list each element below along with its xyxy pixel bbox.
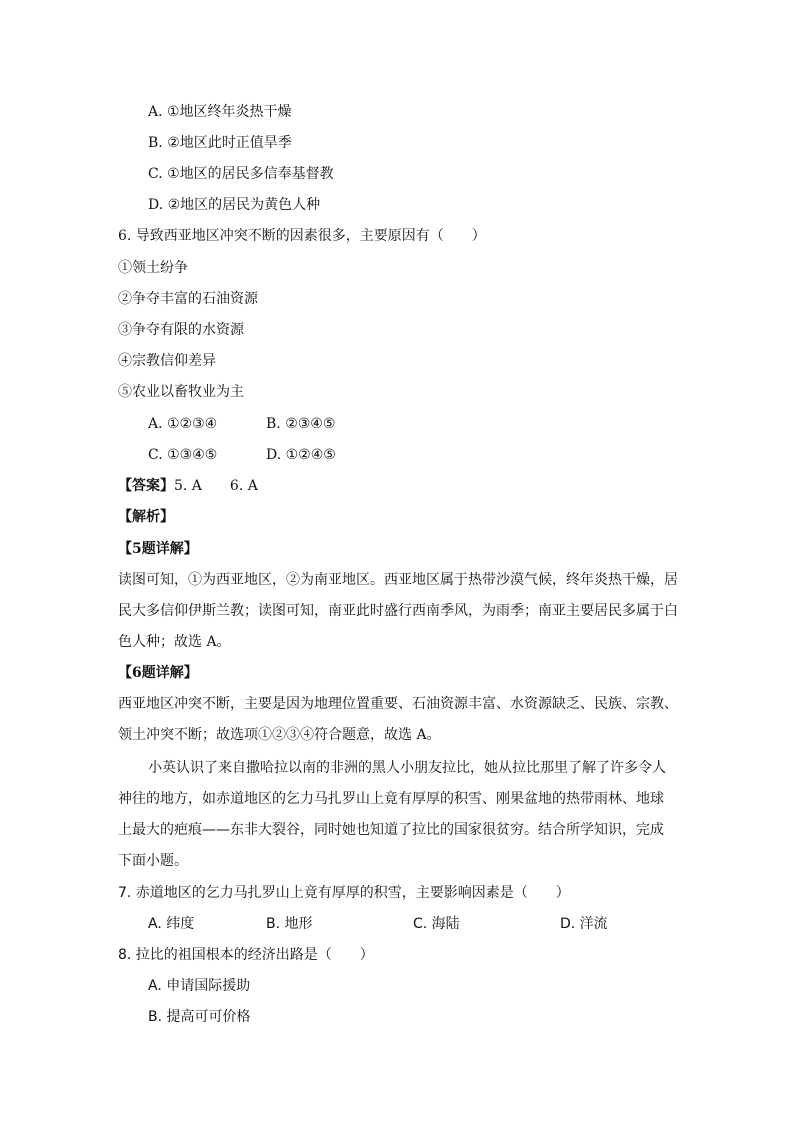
q6-detail-label: 【6题详解】 (118, 665, 198, 681)
passage-line-1: 小英认识了来自撒哈拉以南的非洲的黑人小朋友拉比，她从拉比那里了解了许多令人 (148, 760, 666, 776)
q5-option-c: C. ①地区的居民多信奉基督教 (148, 166, 334, 182)
passage-line-3: 上最大的疤痕——东非大裂谷，同时她也知道了拉比的国家很贫穷。结合所学知识，完成 (118, 822, 664, 838)
q7-option-b: B. 地形 (266, 916, 313, 932)
q7-option-d: D. 洋流 (560, 916, 608, 932)
answer-row (118, 477, 258, 495)
q6-stem: 6. 导致西亚地区冲突不断的因素很多，主要原因有（ ） (118, 228, 486, 244)
q6-option-d: D. ①②④⑤ (266, 447, 336, 463)
q7-option-c: C. 海陆 (413, 916, 460, 932)
q6-item-5: ⑤农业以畜牧业为主 (118, 384, 244, 400)
passage-line-2: 神往的地方，如赤道地区的乞力马扎罗山上竟有厚厚的积雪、刚果盆地的热带雨林、地球 (118, 791, 664, 807)
q6-item-3: ③争夺有限的水资源 (118, 322, 244, 338)
q8-option-a: A. 申请国际援助 (148, 978, 251, 994)
q6-detail-line-1: 西亚地区冲突不断，主要是因为地理位置重要、石油资源丰富、水资源缺乏、民族、宗教、 (118, 696, 678, 712)
q6-detail-line-2: 领土冲突不断；故选项①②③④符合题意，故选 A。 (118, 727, 441, 743)
q5-detail-label: 【5题详解】 (118, 541, 198, 557)
q8-option-b: B. 提高可可价格 (148, 1009, 251, 1025)
q5-option-b: B. ②地区此时正值旱季 (148, 135, 292, 151)
q5-option-d: D. ②地区的居民为黄色人种 (148, 197, 321, 213)
q7-stem: 7. 赤道地区的乞力马扎罗山上竟有厚厚的积雪，主要影响因素是（ ） (118, 885, 570, 901)
q6-option-b: B. ②③④⑤ (266, 416, 336, 432)
answer-text: 5. A 6. A (174, 478, 258, 494)
q7-option-a: A. 纬度 (148, 916, 195, 932)
q5-detail-line-2: 民大多信仰伊斯兰教；读图可知，南亚此时盛行西南季风，为雨季；南亚主要居民多属于白 (118, 603, 678, 619)
answer-label: 【答案】 (118, 478, 174, 494)
passage-line-4: 下面小题。 (118, 853, 188, 869)
q6-option-a: A. ①②③④ (148, 416, 218, 432)
analysis-label: 【解析】 (118, 509, 174, 525)
q5-detail-line-1: 读图可知，①为西亚地区，②为南亚地区。西亚地区属于热带沙漠气候，终年炎热干燥，居 (118, 572, 678, 588)
q8-stem: 8. 拉比的祖国根本的经济出路是（ ） (118, 947, 374, 963)
q5-option-a: A. ①地区终年炎热干燥 (148, 104, 292, 120)
q6-item-2: ②争夺丰富的石油资源 (118, 291, 258, 307)
q6-option-c: C. ①③④⑤ (148, 447, 218, 463)
q6-item-1: ①领土纷争 (118, 260, 188, 276)
q5-detail-line-3: 色人种；故选 A。 (118, 634, 231, 650)
q6-item-4: ④宗教信仰差异 (118, 353, 216, 369)
